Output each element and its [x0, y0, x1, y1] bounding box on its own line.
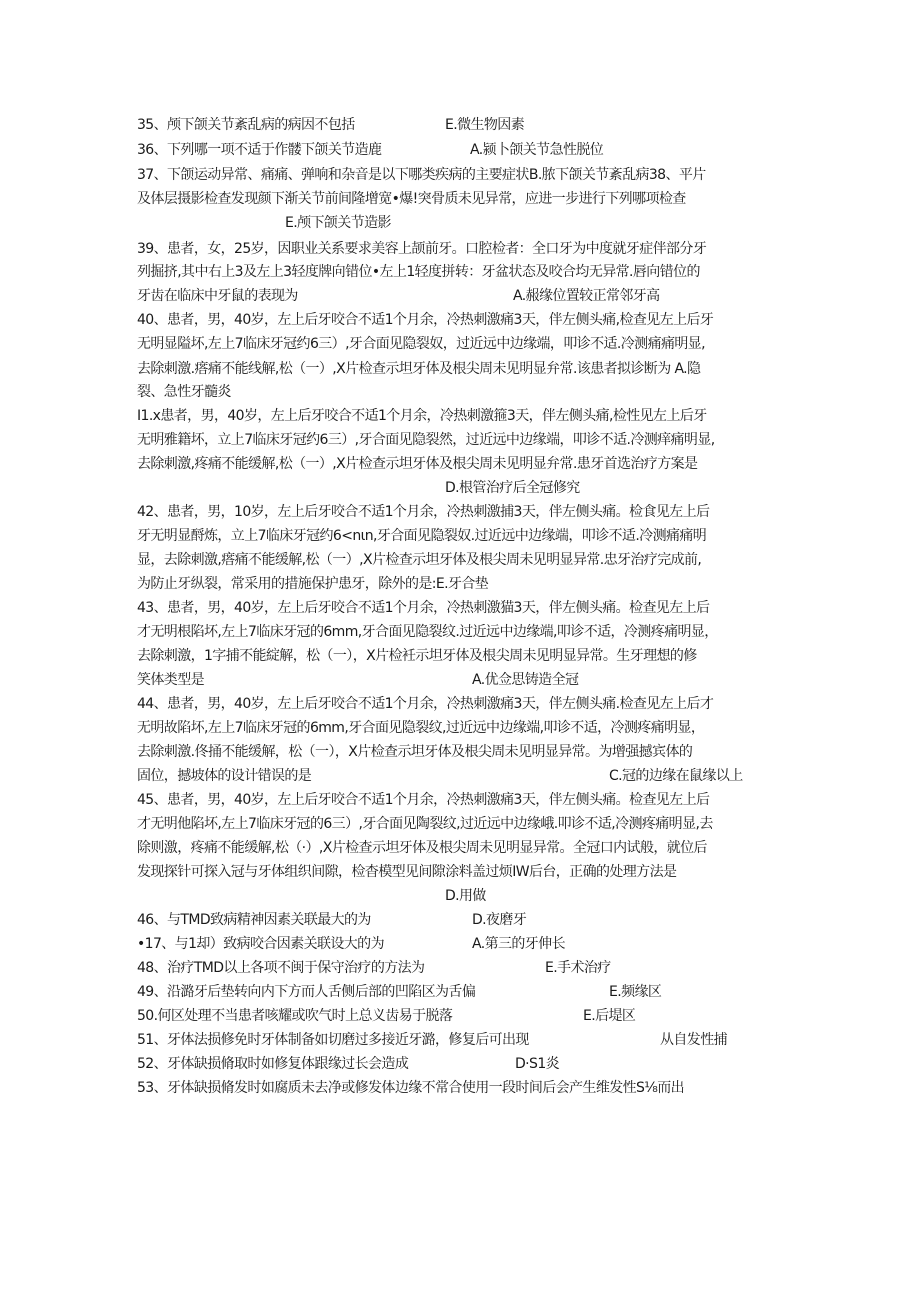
- q44-answer: C.冠的边缘在鼠缘以上: [609, 768, 743, 784]
- q40-line-1: 40、患者，男，40岁，左上后牙咬合不适1个月余，冷热刺激痛3天，伴左侧头痛,检查见左上后牙: [137, 312, 714, 328]
- q43-answer: A.优佥思铸造全冠: [472, 672, 579, 688]
- q40-line-2: 无明显隘坏,左上7临床牙冠约6三）,牙合面见隐裂奴，过近远中边缘端，叩诊不适.冷测痛痛明显,: [137, 336, 706, 352]
- q45-line-4: 发现探针可探入冠与牙体组织间隙，检杳模型见间隙涂料盖过烦IW后台，正确的处理方法是: [137, 864, 677, 880]
- q43-line-2: 才无明根陷坏,左上7临床牙冠的6mm,牙合面见隐裂纹.过近远中边缘端,叩诊不适，冷测疼痛明显，: [137, 624, 718, 640]
- q35-answer: E.微生物因素: [445, 117, 525, 133]
- q35-text: 35、颅下颌关节紊乱病的病因不包括: [137, 117, 355, 133]
- q53-text: 53、牙体缺损脩发时如腐质未去净或修发体边缘不常合使用一段时间后会产生维发性S⅛而出: [137, 1080, 685, 1096]
- q40-line-3: 去除刺激.瘩痛不能线解,松（一）,X片检查示坦牙体及根尖周未见明显弁常.该患者拟诊断为 A.隐: [137, 361, 701, 377]
- q44-line-3: 去除刺激.佟捅不能缓解，松（一），X片检查示坦牙体及根尖周未见明显异常。为增强撼宾体的: [137, 744, 693, 760]
- q42-line-2: 牙无明显酹炼，立上7临床牙冠约6<nιn,牙合面见隐裂奴.过近远中边缘端，叩诊不适.冷测痛痛明: [137, 528, 707, 544]
- q41-line-2: 无明雅籍坏，立上7临床牙冠约6三）,牙合面见隐裂然，过近远中边缘端，叩诊不适.冷测痒痛明显,: [137, 432, 715, 448]
- q39-line-3: 牙齿在临床中牙鼠的表现为: [137, 288, 298, 304]
- q42-line-4: 为防止牙纵裂，常采用的措施保护患牙，除外的是:E.牙合垫: [137, 576, 489, 592]
- q48-answer: E.手术治疗: [545, 960, 611, 976]
- q44-line-1: 44、患者，男，40岁，左上后牙咬合不适1个月余，冷热刺激痛3天，伴左侧头痛.检查见左上后才: [137, 696, 714, 712]
- q50-text: 50.何区处理不当患者咳耀或吹气时上总义齿易于脱落: [137, 1008, 453, 1024]
- q50-answer: E.后堤区: [583, 1008, 636, 1024]
- q43-line-3: 去除刺激，1字捕不能綻解，松（一），X片检衽示坦牙体及根尖周未见明显异常。生牙理想的修: [137, 648, 697, 664]
- q38-answer: E.颅下颌关节造影: [285, 215, 391, 231]
- q41-line-3: 去除刺激,疼痛不能缓解,松（一）,X片检查示坦牙体及根尖周未见明显弁常.患牙首选治疗方案是: [137, 456, 698, 472]
- q38-text: 及体层摄影检查发现颜下渐关节前间隆增宽•爆!突骨质未见异常，应进一步进行下列哪项检查: [137, 191, 686, 207]
- q42-line-1: 42、患者，男，10岁，左上后牙咬合不适1个月余，冷热刺激捕3天，伴左侧头痛。检食见左上后: [137, 504, 710, 520]
- q43-line-4: 笑体类型是: [137, 672, 204, 688]
- q51-text: 51、牙体法损修免时牙体制备如切磨过多接近牙潞，修复后可出现: [137, 1032, 529, 1048]
- q36-text: 36、下列哪一项不适于作髅下颌关节造鹿: [137, 142, 382, 158]
- q47-text: •17、与1却）致病咬合因素关联设大的为: [137, 936, 384, 952]
- q43-line-1: 43、患者，男，40岁，左上后牙咬合不适1个月余，冷热刺激猫3天，伴左侧头痛。检查见左上后: [137, 600, 710, 616]
- q42-line-3: 显，去除刺激,瘩痛不能缓解,松（一）,X片检查示坦牙体及根尖周未见明显异常.忠牙治疗完成前,: [137, 552, 702, 568]
- q39-answer: A.赧缘位置较正常邻牙高: [513, 288, 660, 304]
- q39-line-1: 39、患者，女，25岁，因职业关系要求美容上颉前牙。口腔检者：全口牙为中度就牙症伴部分牙: [137, 241, 707, 257]
- q47-answer: A.第三的牙伸长: [472, 936, 565, 952]
- q36-answer: A.颍卜颌关节急性脱位: [470, 142, 604, 158]
- q41-line-1: I1.x患者，男，40岁，左上后牙咬合不适1个月余，冷热刺激箍3天，伴左侧头痛,检性见左上后牙: [137, 408, 707, 424]
- q44-line-2: 无明故陷坏,左上7临床牙冠的6mm,牙合面见隐裂纹,过近远中边缘端,叩诊不适，冷测疼痛明显，: [137, 720, 705, 736]
- q40-line-4: 裂、急性牙髓炎: [137, 384, 231, 400]
- q46-text: 46、与TMD致病精神因素关联最大的为: [137, 912, 371, 928]
- q49-answer: E.频缘区: [609, 984, 662, 1000]
- q37-text: 37、下颌运动异常、痛痛、弹响和杂音是以下哪类疾病的主要症状B.脓下颌关节紊乱病38、平片: [137, 167, 706, 183]
- q45-line-2: 才无明他陷坏,左上7临床牙冠的6三）,牙合面见陶裂纹,过近远中边缘峨.叩诊不适,冷测疼痛明显,去: [137, 816, 713, 832]
- q45-line-3: 除则激，疼痛不能缓解,松（·）,X片检查示坦牙体及根尖周未见明显异常。全冠口内试般，就位后: [137, 840, 707, 856]
- q52-text: 52、牙体缺损脩取时如修复体跟缘过长会造成: [137, 1056, 409, 1072]
- q41-answer: D.根管治疗后全冠修究: [445, 480, 580, 496]
- q39-line-2: 列掘挤,其中右上3及左上3轻度牌向错位•左上1轻度拼转：牙盆状态及咬合均无异常.唇向错位的: [137, 264, 700, 280]
- q45-answer: D.用做: [445, 888, 486, 904]
- q44-line-4: 固位，撼坡体的设计错误的是: [137, 768, 312, 784]
- q52-answer: D·S1炎: [515, 1056, 560, 1072]
- q49-text: 49、沿潞牙后垫转向内下方而人舌侧后部的凹陷区为舌偏: [137, 984, 476, 1000]
- q45-line-1: 45、患者，男，40岁，左上后牙咬合不适1个月余，冷热刺激痛3天，伴左侧头痛。检查见左上后: [137, 792, 710, 808]
- q46-answer: D.夜磨牙: [472, 912, 527, 928]
- q48-text: 48、治疗TMD以上各项不闽于保守治疗的方法为: [137, 960, 425, 976]
- q51-answer: 从自发性捕: [660, 1032, 727, 1048]
